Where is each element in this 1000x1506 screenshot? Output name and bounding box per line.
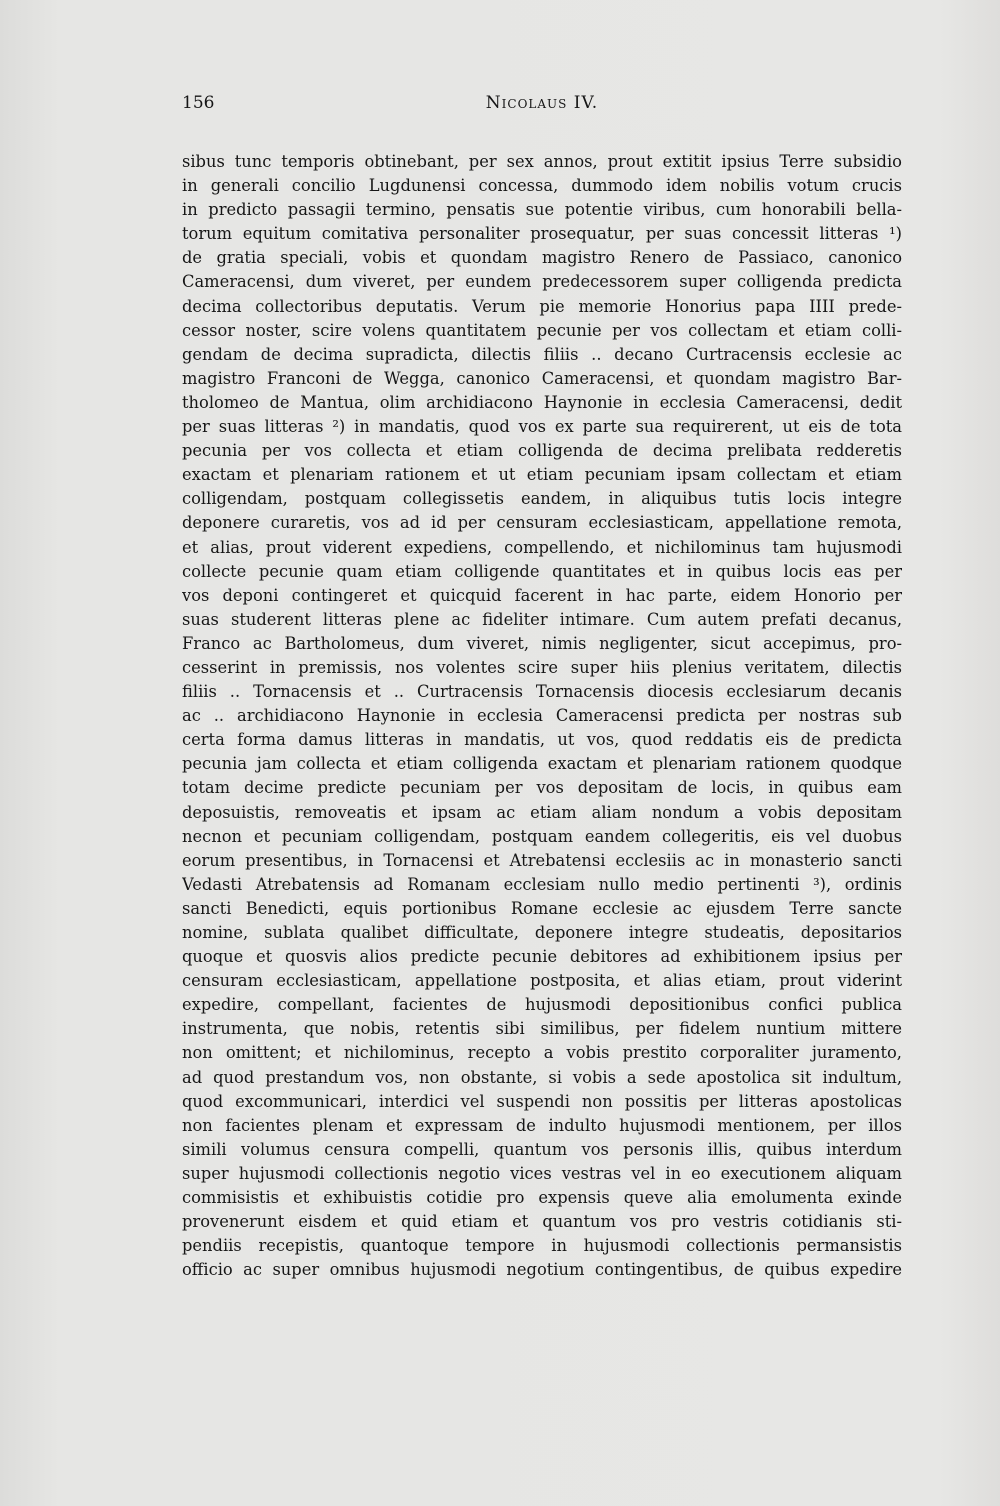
text-line: ad quod prestandum vos, non obstante, si vobis a sede apostolica sit indultum,	[182, 1067, 902, 1087]
text-line: filiis .. Tornacensis et .. Curtracensis Tornacensis diocesis ecclesiarum decanis	[182, 682, 902, 702]
text-line: in generali concilio Lugdunensi concessa, dummodo idem nobilis votum crucis	[182, 176, 902, 196]
text-line: quod excommunicari, interdici vel suspendi non possitis per litteras apostolicas	[182, 1091, 902, 1111]
text-line: nomine, sublata qualibet difficultate, deponere integre studeatis, depositarios	[182, 923, 902, 942]
text-line: pecunia jam collecta et etiam colligenda exactam et plenariam rationem quodque	[182, 754, 902, 774]
text-line: Cameracensi, dum viveret, per eundem predecessorem super colligenda predicta	[182, 272, 902, 292]
text-line: deponere curaretis, vos ad id per censuram ecclesiasticam, appellatione remota,	[182, 513, 902, 533]
text-line: per suas litteras ²) in mandatis, quod vos ex parte sua requirerent, ut eis de tota	[182, 417, 902, 437]
text-line: sibus tunc temporis obtinebant, per sex annos, prout extitit ipsius Terre subsidio	[182, 152, 902, 171]
text-line: gendam de decima supradicta, dilectis filiis .. decano Curtracensis ecclesie ac	[182, 344, 902, 364]
text-line: tholomeo de Mantua, olim archidiacono Haynonie in ecclesia Cameracensi, dedit	[182, 392, 902, 412]
text-line: pendiis recepistis, quantoque tempore in hujusmodi collectionis permansistis	[182, 1236, 902, 1256]
text-line: colligendam, postquam collegissetis eandem, in aliquibus tutis locis integre	[182, 489, 902, 509]
text-line: provenerunt eisdem et quid etiam et quantum vos pro vestris cotidianis sti-	[182, 1212, 902, 1232]
text-line: in predicto passagii termino, pensatis sue potentie viribus, cum honorabili bella-	[182, 200, 902, 220]
text-line: super hujusmodi collectionis negotio vices vestras vel in eo executionem aliquam	[182, 1163, 902, 1183]
text-line: ac .. archidiacono Haynonie in ecclesia Cameracensi predicta per nostras sub	[182, 706, 902, 726]
text-line: magistro Franconi de Wegga, canonico Cameracensi, et quondam magistro Bar-	[182, 368, 902, 388]
text-line: collecte pecunie quam etiam colligende quantitates et in quibus locis eas per	[182, 561, 902, 581]
page-number: 156	[182, 93, 215, 113]
text-line: necnon et pecuniam colligendam, postquam eandem collegeritis, eis vel duobus	[182, 826, 902, 846]
text-line: non omittent; et nichilominus, recepto a vobis prestito corporaliter juramento,	[182, 1043, 902, 1063]
page-header	[182, 93, 902, 123]
text-line: suas studerent litteras plene ac fideliter intimare. Cum autem prefati decanus,	[182, 609, 902, 629]
text-line: totam decime predicte pecuniam per vos depositam de locis, in quibus eam	[182, 778, 902, 798]
text-line: decima collectoribus deputatis. Verum pie memorie Honorius papa IIII prede-	[182, 296, 902, 316]
text-line: Vedasti Atrebatensis ad Romanam ecclesiam nullo medio pertinenti ³), ordinis	[182, 874, 902, 894]
text-line: deposuistis, removeatis et ipsam ac etiam aliam nondum a vobis depositam	[182, 802, 902, 822]
running-head: Nicolaus IV.	[485, 93, 599, 113]
text-line: cessor noster, scire volens quantitatem pecunie per vos collectam et etiam colli-	[182, 320, 902, 340]
body-text	[182, 150, 902, 1282]
text-line: officio ac super omnibus hujusmodi negotium contingentibus, de quibus expedire	[182, 1260, 902, 1280]
text-line: exactam et plenariam rationem et ut etiam pecuniam ipsam collectam et etiam	[182, 465, 902, 485]
text-line: eorum presentibus, in Tornacensi et Atrebatensi ecclesiis ac in monasterio sancti	[182, 850, 902, 870]
text-line: certa forma damus litteras in mandatis, ut vos, quod reddatis eis de predicta	[182, 730, 902, 750]
text-line: torum equitum comitativa personaliter prosequatur, per suas concessit litteras ¹)	[182, 224, 902, 244]
text-line: de gratia speciali, vobis et quondam magistro Renero de Passiaco, canonico	[182, 248, 902, 268]
text-line: simili volumus censura compelli, quantum vos personis illis, quibus interdum	[182, 1139, 902, 1159]
text-line: et alias, prout viderent expediens, compellendo, et nichilominus tam hujusmodi	[182, 537, 902, 557]
text-line: expedire, compellant, facientes de hujusmodi depositionibus confici publica	[182, 995, 902, 1015]
text-line: non facientes plenam et expressam de indulto hujusmodi mentionem, per illos	[182, 1115, 902, 1135]
text-line: cesserint in premissis, nos volentes scire super hiis plenius veritatem, dilectis	[182, 657, 902, 677]
text-line: sancti Benedicti, equis portionibus Romane ecclesie ac ejusdem Terre sancte	[182, 898, 902, 918]
text-line: instrumenta, que nobis, retentis sibi similibus, per fidelem nuntium mittere	[182, 1019, 902, 1039]
text-line: vos deponi contingeret et quicquid facerent in hac parte, eidem Honorio per	[182, 585, 902, 605]
text-line: pecunia per vos collecta et etiam colligenda de decima prelibata redderetis	[182, 441, 902, 461]
text-line: commisistis et exhibuistis cotidie pro expensis queve alia emolumenta exinde	[182, 1188, 902, 1208]
text-line: censuram ecclesiasticam, appellatione postposita, et alias etiam, prout viderint	[182, 971, 902, 991]
text-line: quoque et quosvis alios predicte pecunie debitores ad exhibitionem ipsius per	[182, 947, 902, 967]
text-line: Franco ac Bartholomeus, dum viveret, nimis negligenter, sicut accepimus, pro-	[182, 633, 902, 653]
